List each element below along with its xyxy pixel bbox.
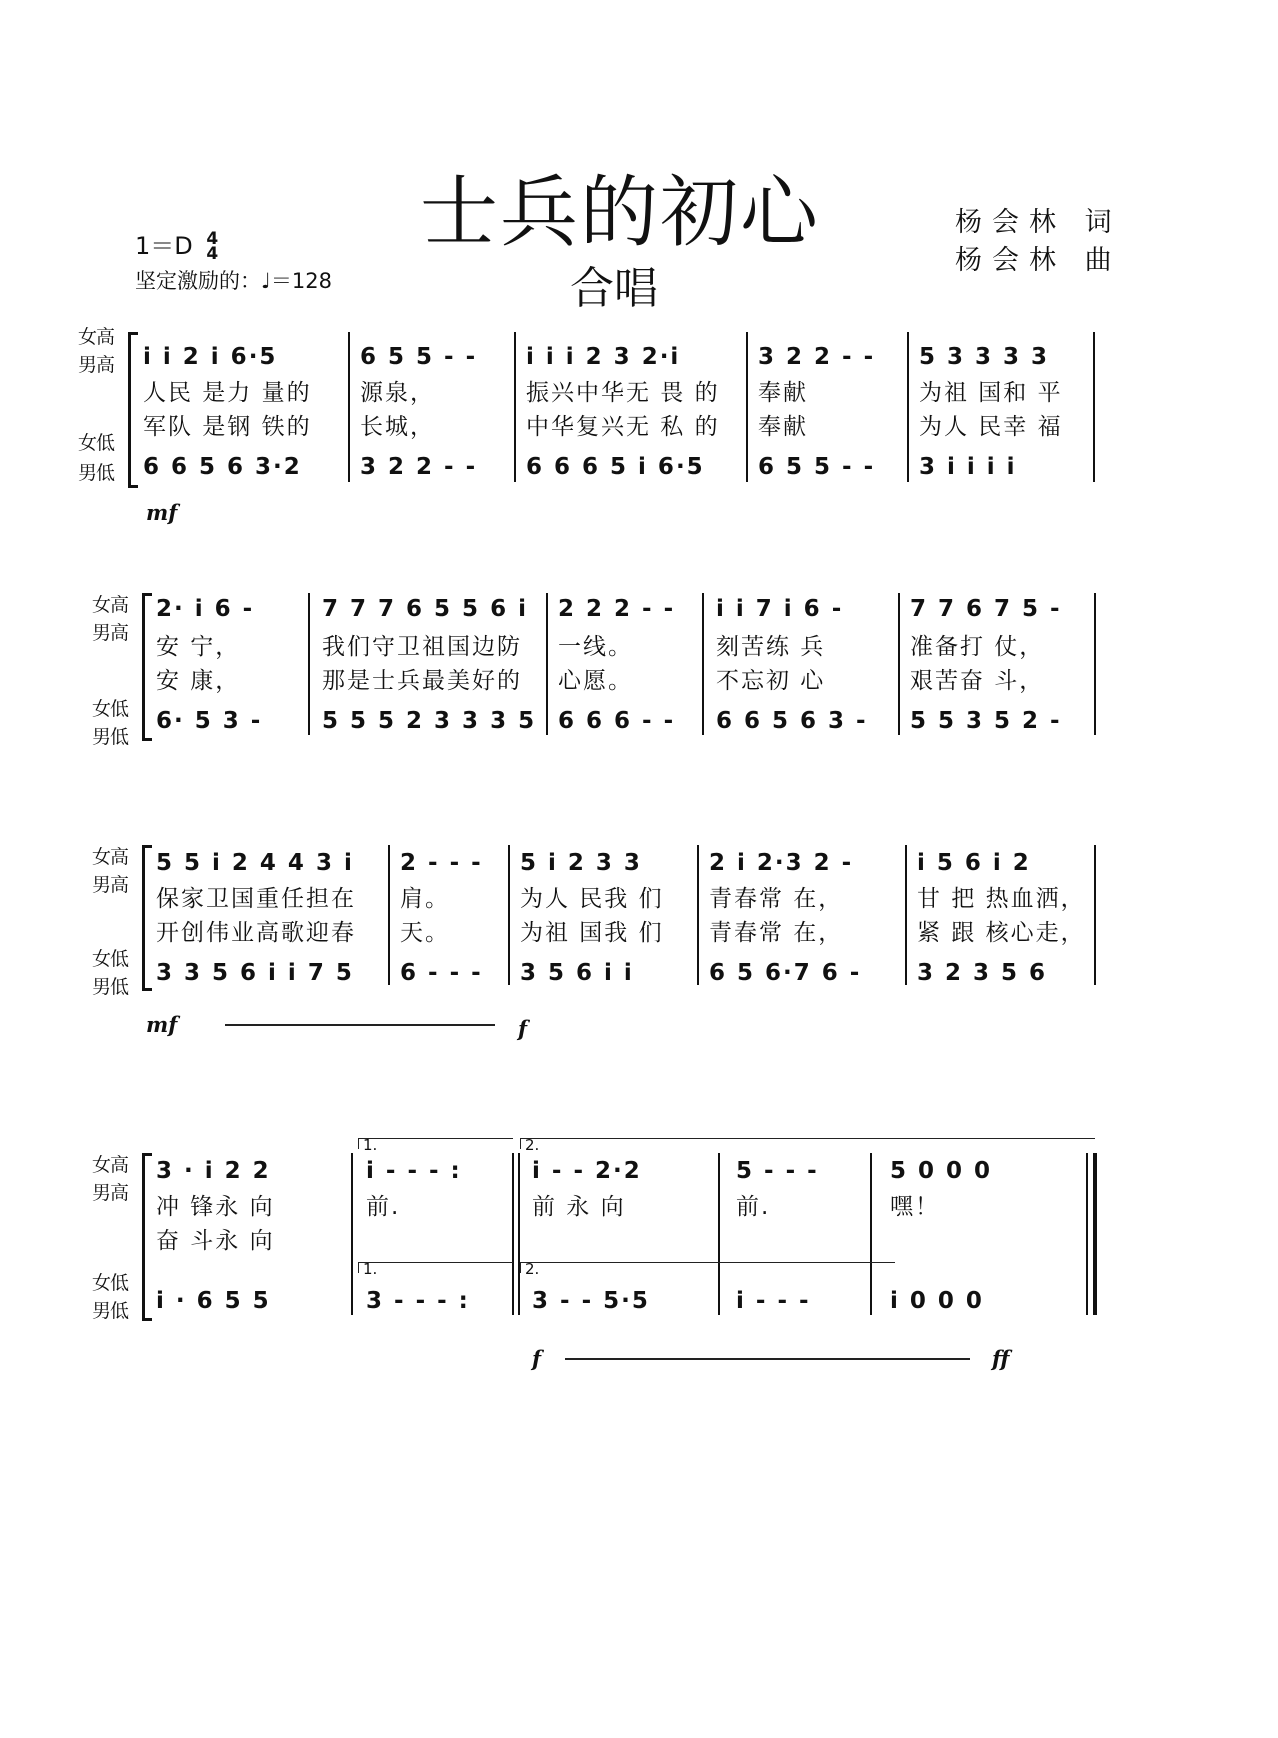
voice-label-ten: 男高 [92,1182,129,1204]
upper-notes: i - - 2·2 [532,1158,642,1184]
key-text: 1＝D [135,232,193,260]
lyric-verse-1: 前. [736,1194,771,1220]
lyric-verse-1: 冲 锋永 向 [156,1194,275,1220]
voice-label-sop: 女高 [78,326,115,348]
lyric-verse-1: 青春常 在， [709,886,844,912]
dynamic-marking: f [532,1346,542,1371]
lyric-verse-1: 前 永 向 [532,1194,626,1220]
lower-notes: i 0 0 0 [890,1288,984,1314]
lyric-verse-1: 奉献 [758,380,808,406]
upper-notes: i - - - : [366,1158,462,1184]
voice-label-bass: 男低 [92,1300,129,1322]
lyric-verse-2: 青春常 在， [709,920,844,946]
lyric-verse-1: 一线。 [558,634,633,660]
lyric-verse-1: 人民 是力 量的 [143,380,312,406]
crescendo-line [565,1358,970,1360]
lyric-verse-1: 安 宁， [156,634,241,660]
barline [702,593,704,735]
lyric-verse-1: 为人 民我 们 [520,886,664,912]
lower-notes: 6 6 5 6 3 - [716,708,868,734]
lyric-verse-2: 安 康， [156,668,241,694]
system-bracket [142,845,152,991]
lyric-verse-2: 为祖 国我 们 [520,920,664,946]
lower-notes: 5 5 3 5 2 - [910,708,1062,734]
lower-notes: 6· 5 3 - [156,708,263,734]
upper-notes: i i i 2 3 2·i [526,344,681,370]
barline [1094,845,1096,985]
barline [870,1153,872,1315]
barline [351,1153,353,1315]
lyric-verse-1: 振兴中华无 畏 的 [526,380,720,406]
barline [898,593,900,735]
song-subtitle: 合唱 [570,263,658,314]
crescendo-line [225,1024,495,1026]
lower-notes: 3 2 3 5 6 [917,960,1048,986]
lower-notes: 6 6 5 6 3·2 [143,454,302,480]
lyric-verse-2: 紧 跟 核心走， [917,920,1086,946]
time-bottom: 4 [206,244,219,264]
lyric-verse-2: 长城， [360,414,435,440]
dynamic-marking: ff [992,1346,1010,1371]
dynamic-marking: f [518,1016,528,1041]
system-bracket [142,593,152,741]
upper-notes: i i 2 i 6·5 [143,344,278,370]
barline [746,332,748,482]
voice-label-bass: 男低 [78,462,115,484]
final-barline [1093,1153,1097,1315]
volta-1: 1. [358,1138,513,1149]
lyric-verse-1: 甘 把 热血洒， [917,886,1086,912]
upper-notes: 2 i 2·3 2 - [709,850,854,876]
voice-label-ten: 男高 [92,622,129,644]
lower-notes: 6 - - - [400,960,483,986]
barline [388,845,390,985]
barline [348,332,350,482]
voice-label-ten: 男高 [92,874,129,896]
song-title: 士兵的初心 [420,168,821,258]
dynamic-marking: mf [146,500,178,525]
dynamic-marking: mf [146,1012,178,1037]
voice-label-bass: 男低 [92,976,129,998]
lyricist-credit: 杨会林 词 [955,207,1122,238]
voice-label-alto: 女低 [92,1272,129,1294]
upper-notes: 5 - - - [736,1158,819,1184]
lyric-verse-2: 天。 [400,920,450,946]
lyric-verse-1: 我们守卫祖国边防 [322,634,522,660]
barline [718,1153,720,1315]
repeat-barline [518,1153,520,1315]
voice-label-alto: 女低 [78,432,115,454]
time-top: 4 [206,229,219,249]
composer-credit: 杨会林 曲 [955,245,1122,276]
upper-notes: 3 2 2 - - [758,344,876,370]
lower-notes: i · 6 5 5 [156,1288,271,1314]
lyric-verse-2: 军队 是钢 铁的 [143,414,312,440]
lyric-verse-1: 为祖 国和 平 [919,380,1063,406]
upper-notes: 5 3 3 3 3 [919,344,1050,370]
upper-notes: 7 7 7 6 5 5 6 i [322,596,528,622]
upper-notes: 6 5 5 - - [360,344,478,370]
lower-notes: 5 5 5 2 3 3 3 5 [322,708,537,734]
upper-notes: 7 7 6 7 5 - [910,596,1062,622]
lower-notes: 3 i i i i [919,454,1017,480]
barline [308,593,310,735]
upper-notes: i 5 6 i 2 [917,850,1031,876]
system-bracket [128,332,138,488]
barline [905,845,907,985]
barline [546,593,548,735]
lyric-verse-1: 源泉， [360,380,435,406]
lyric-verse-1: 保家卫国重任担在 [156,886,356,912]
lyric-verse-2: 不忘初 心 [716,668,826,694]
voice-label-sop: 女高 [92,1154,129,1176]
voice-label-alto: 女低 [92,948,129,970]
upper-notes: 3 · i 2 2 [156,1158,271,1184]
tempo-marking: 坚定激励的：♩＝128 [135,269,332,293]
upper-notes: i i 7 i 6 - [716,596,844,622]
upper-notes: 2· i 6 - [156,596,255,622]
barline [907,332,909,482]
lyric-verse-1: 前. [366,1194,401,1220]
upper-notes: 2 2 2 - - [558,596,676,622]
lower-notes: 3 5 6 i i [520,960,634,986]
voice-label-sop: 女高 [92,846,129,868]
key-signature [135,226,218,262]
lyric-verse-2: 为人 民幸 福 [919,414,1063,440]
barline [508,845,510,985]
lyric-verse-2: 开创伟业高歌迎春 [156,920,356,946]
barline [1093,332,1095,482]
voice-label-sop: 女高 [92,594,129,616]
upper-notes: 5 0 0 0 [890,1158,993,1184]
lyric-verse-1: 嘿！ [890,1194,940,1220]
lyric-verse-2: 奋 斗永 向 [156,1228,275,1254]
lower-notes: 3 - - 5·5 [532,1288,650,1314]
voice-label-bass: 男低 [92,726,129,748]
lyric-verse-2: 心愿。 [558,668,633,694]
lower-notes: 6 6 6 - - [558,708,676,734]
final-barline [1086,1153,1088,1315]
lower-notes: 3 3 5 6 i i 7 5 [156,960,354,986]
lower-notes: i - - - [736,1288,811,1314]
lower-notes: 6 5 6·7 6 - [709,960,862,986]
system-bracket [142,1153,152,1321]
lower-notes: 6 5 5 - - [758,454,876,480]
volta-1-lower: 1. [358,1262,513,1273]
lyric-verse-1: 刻苦练 兵 [716,634,826,660]
upper-notes: 5 5 i 2 4 4 3 i [156,850,354,876]
barline [514,332,516,482]
lyric-verse-2: 那是士兵最美好的 [322,668,522,694]
lyric-verse-2: 艰苦奋 斗， [910,668,1045,694]
barline [1094,593,1096,735]
upper-notes: 5 i 2 3 3 [520,850,642,876]
lyric-verse-2: 中华复兴无 私 的 [526,414,720,440]
lower-notes: 6 6 6 5 i 6·5 [526,454,705,480]
voice-label-alto: 女低 [92,698,129,720]
lower-notes: 3 2 2 - - [360,454,478,480]
volta-2: 2. [520,1138,1095,1149]
voice-label-ten: 男高 [78,354,115,376]
lyric-verse-1: 准备打 仗， [910,634,1045,660]
lower-notes: 3 - - - : [366,1288,470,1314]
barline [697,845,699,985]
lyric-verse-1: 肩。 [400,886,450,912]
upper-notes: 2 - - - [400,850,483,876]
time-signature [206,229,219,264]
repeat-barline [512,1153,514,1315]
lyric-verse-2: 奉献 [758,414,808,440]
volta-2-lower: 2. [520,1262,895,1273]
